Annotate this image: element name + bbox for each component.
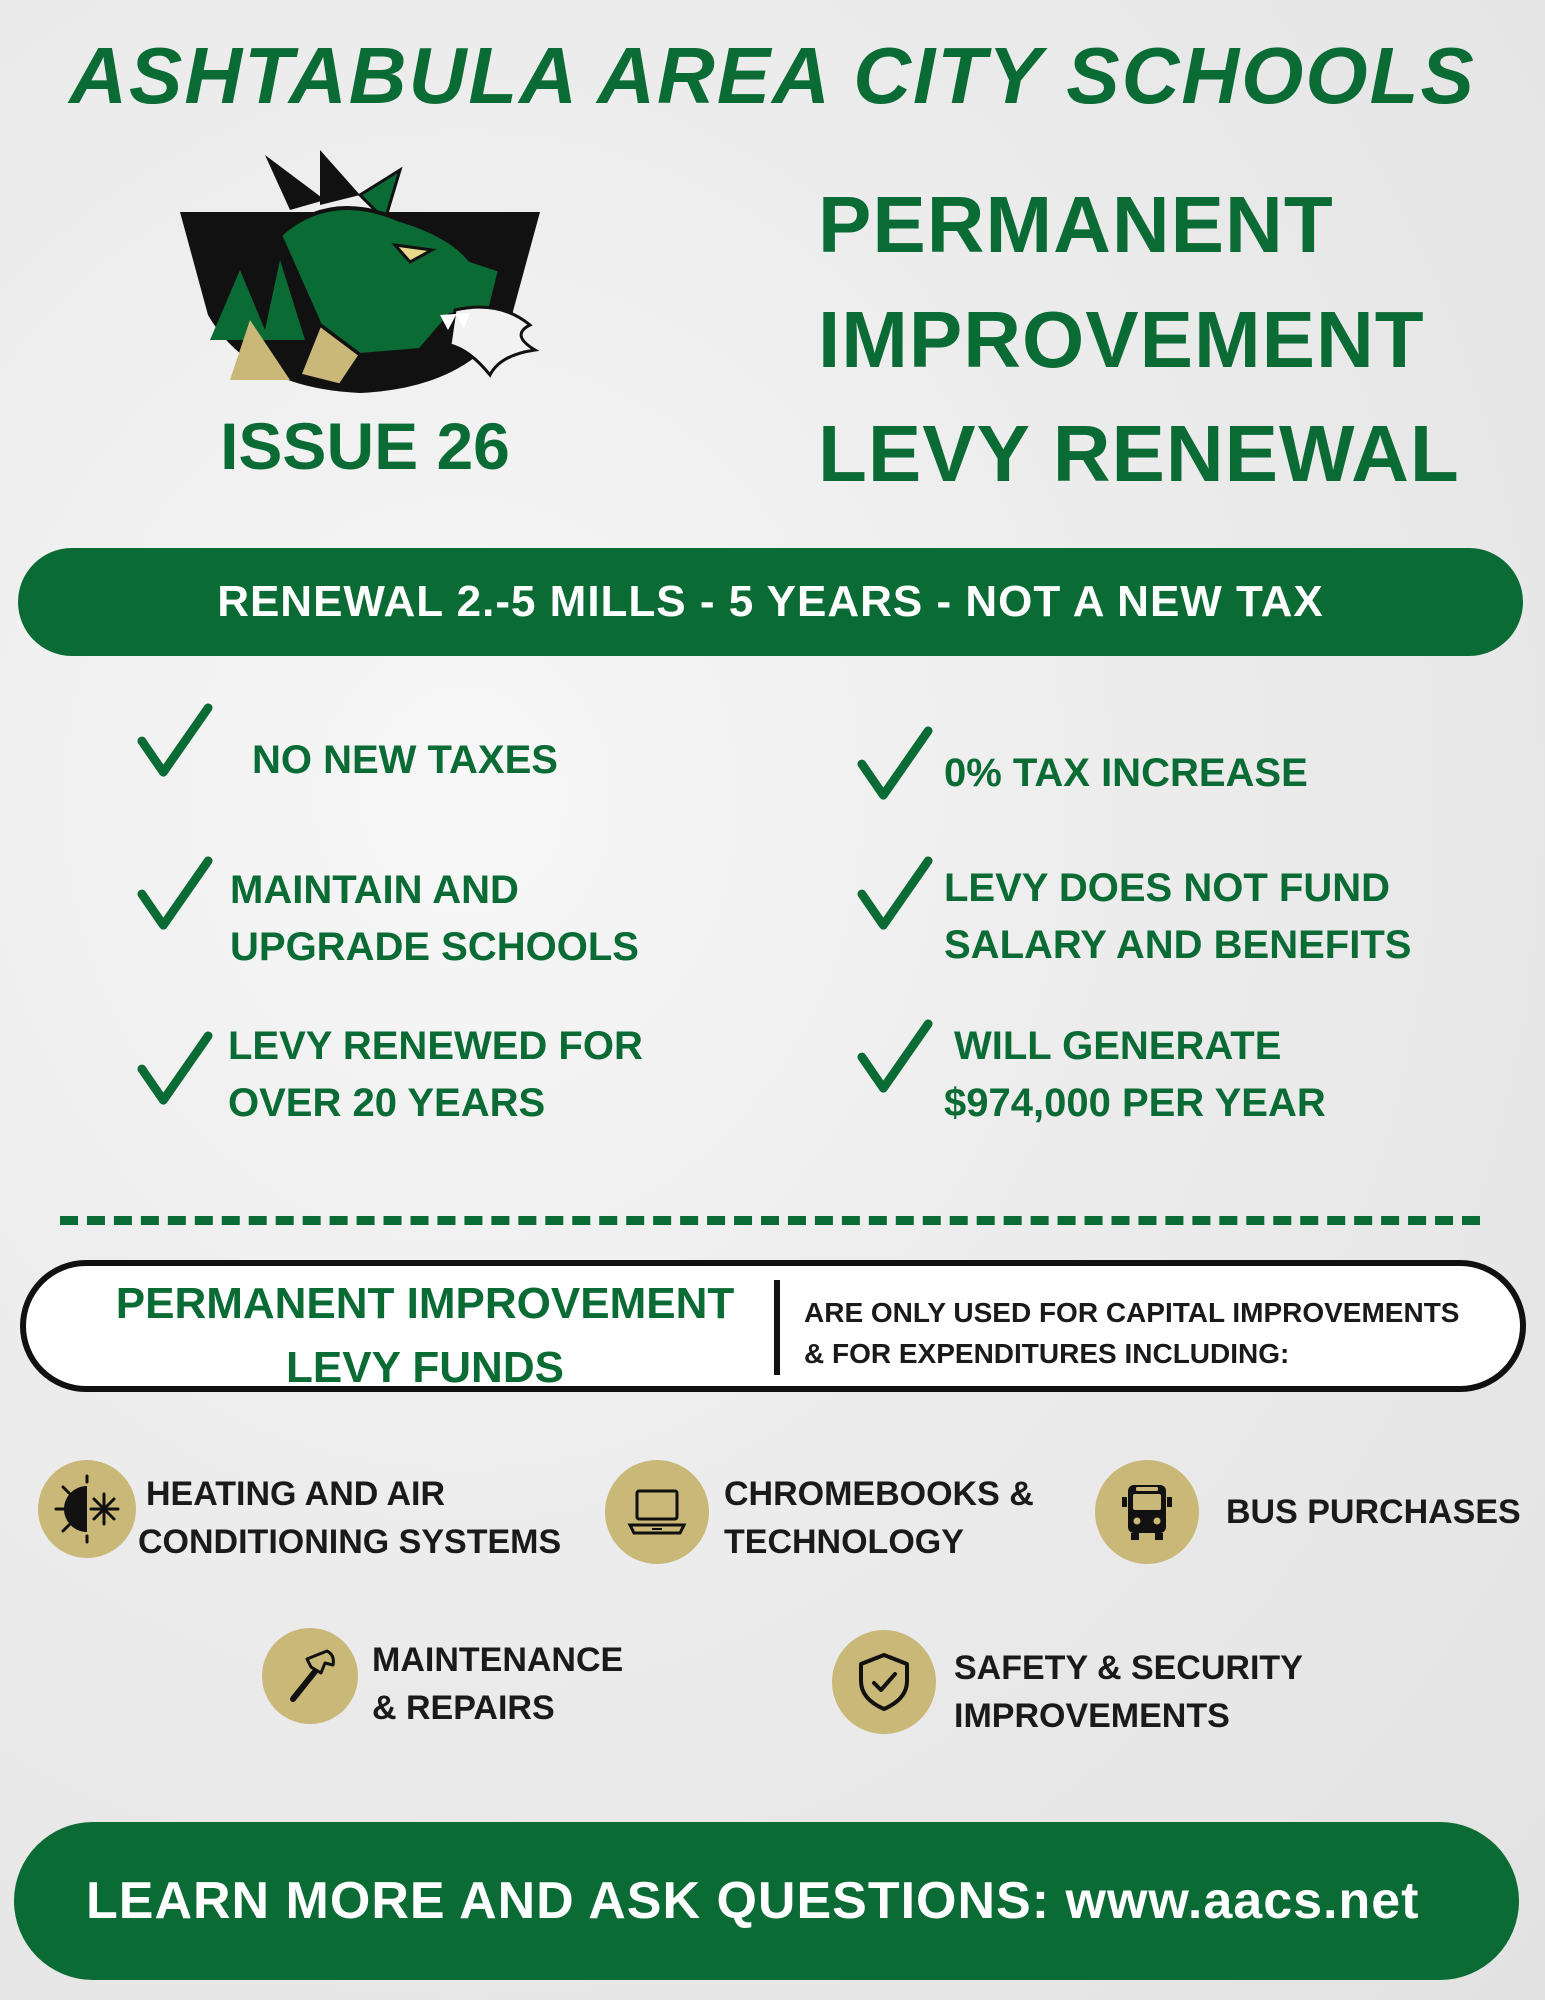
feature-line: WILL GENERATE bbox=[954, 1024, 1282, 1068]
feature-line: UPGRADE SCHOOLS bbox=[230, 925, 639, 969]
check-icon bbox=[856, 1018, 934, 1096]
funds-title-line: PERMANENT IMPROVEMENT bbox=[115, 1279, 735, 1328]
title-line-3: LEVY RENEWAL bbox=[818, 409, 1460, 498]
check-icon bbox=[136, 702, 214, 780]
title-line-2: IMPROVEMENT bbox=[818, 295, 1425, 384]
hammer-icon bbox=[262, 1628, 358, 1724]
item-line: TECHNOLOGY bbox=[724, 1523, 964, 1561]
renewal-banner-text: RENEWAL 2.-5 MILLS - 5 YEARS - NOT A NEW TAX bbox=[217, 577, 1324, 626]
feature-line: NO NEW TAXES bbox=[252, 738, 558, 782]
renewal-banner bbox=[18, 548, 1523, 656]
funds-desc-line: ARE ONLY USED FOR CAPITAL IMPROVEMENTS bbox=[804, 1297, 1460, 1328]
shield-check-icon bbox=[832, 1630, 936, 1734]
check-icon bbox=[136, 1030, 214, 1108]
check-icon bbox=[856, 725, 934, 803]
feature-no-new-taxes bbox=[252, 732, 558, 789]
feature-line: 0% TAX INCREASE bbox=[944, 751, 1308, 795]
item-chromebooks bbox=[724, 1470, 1034, 1566]
feature-line: LEVY RENEWED FOR bbox=[228, 1024, 643, 1068]
footer-banner bbox=[14, 1822, 1519, 1980]
item-line: BUS PURCHASES bbox=[1226, 1493, 1521, 1531]
feature-zero-tax-increase bbox=[944, 745, 1308, 802]
issue-number: ISSUE 26 bbox=[220, 409, 510, 483]
item-line: MAINTENANCE bbox=[372, 1641, 624, 1679]
funds-title-line: LEVY FUNDS bbox=[286, 1343, 564, 1392]
item-line: & REPAIRS bbox=[372, 1689, 555, 1727]
feature-maintain-upgrade bbox=[230, 862, 639, 976]
laptop-icon bbox=[605, 1460, 709, 1564]
feature-line: LEVY DOES NOT FUND bbox=[944, 866, 1390, 910]
feature-renewed-20-years bbox=[228, 1018, 643, 1132]
item-line: SAFETY & SECURITY bbox=[954, 1649, 1303, 1687]
feature-generate-revenue bbox=[944, 1018, 1326, 1132]
district-title: ASHTABULA AREA CITY SCHOOLS bbox=[69, 31, 1476, 120]
footer-link-text[interactable]: LEARN MORE AND ASK QUESTIONS: www.aacs.net bbox=[86, 1872, 1420, 1930]
feature-line: $974,000 PER YEAR bbox=[944, 1081, 1326, 1125]
item-line: HEATING AND AIR bbox=[146, 1475, 446, 1513]
feature-not-fund-salary bbox=[944, 860, 1411, 974]
item-hvac bbox=[138, 1470, 562, 1566]
dashed-divider bbox=[60, 1216, 1480, 1225]
dragon-logo bbox=[170, 150, 550, 395]
feature-line: OVER 20 YEARS bbox=[228, 1081, 546, 1125]
title-line-1: PERMANENT bbox=[818, 180, 1334, 269]
funds-desc-line: & FOR EXPENDITURES INCLUDING: bbox=[804, 1338, 1290, 1369]
feature-line: SALARY AND BENEFITS bbox=[944, 923, 1412, 967]
item-line: CONDITIONING SYSTEMS bbox=[138, 1523, 562, 1561]
item-bus-purchases bbox=[1226, 1488, 1521, 1536]
check-icon bbox=[136, 855, 214, 933]
bus-icon bbox=[1095, 1460, 1199, 1564]
funds-divider bbox=[774, 1280, 780, 1375]
item-maintenance bbox=[372, 1636, 623, 1732]
item-safety bbox=[954, 1644, 1303, 1740]
funds-title bbox=[85, 1272, 765, 1400]
check-icon bbox=[856, 855, 934, 933]
funds-description bbox=[804, 1292, 1524, 1374]
hvac-icon bbox=[38, 1460, 136, 1558]
item-line: CHROMEBOOKS & bbox=[724, 1475, 1034, 1513]
item-line: IMPROVEMENTS bbox=[954, 1697, 1230, 1735]
feature-line: MAINTAIN AND bbox=[230, 868, 519, 912]
